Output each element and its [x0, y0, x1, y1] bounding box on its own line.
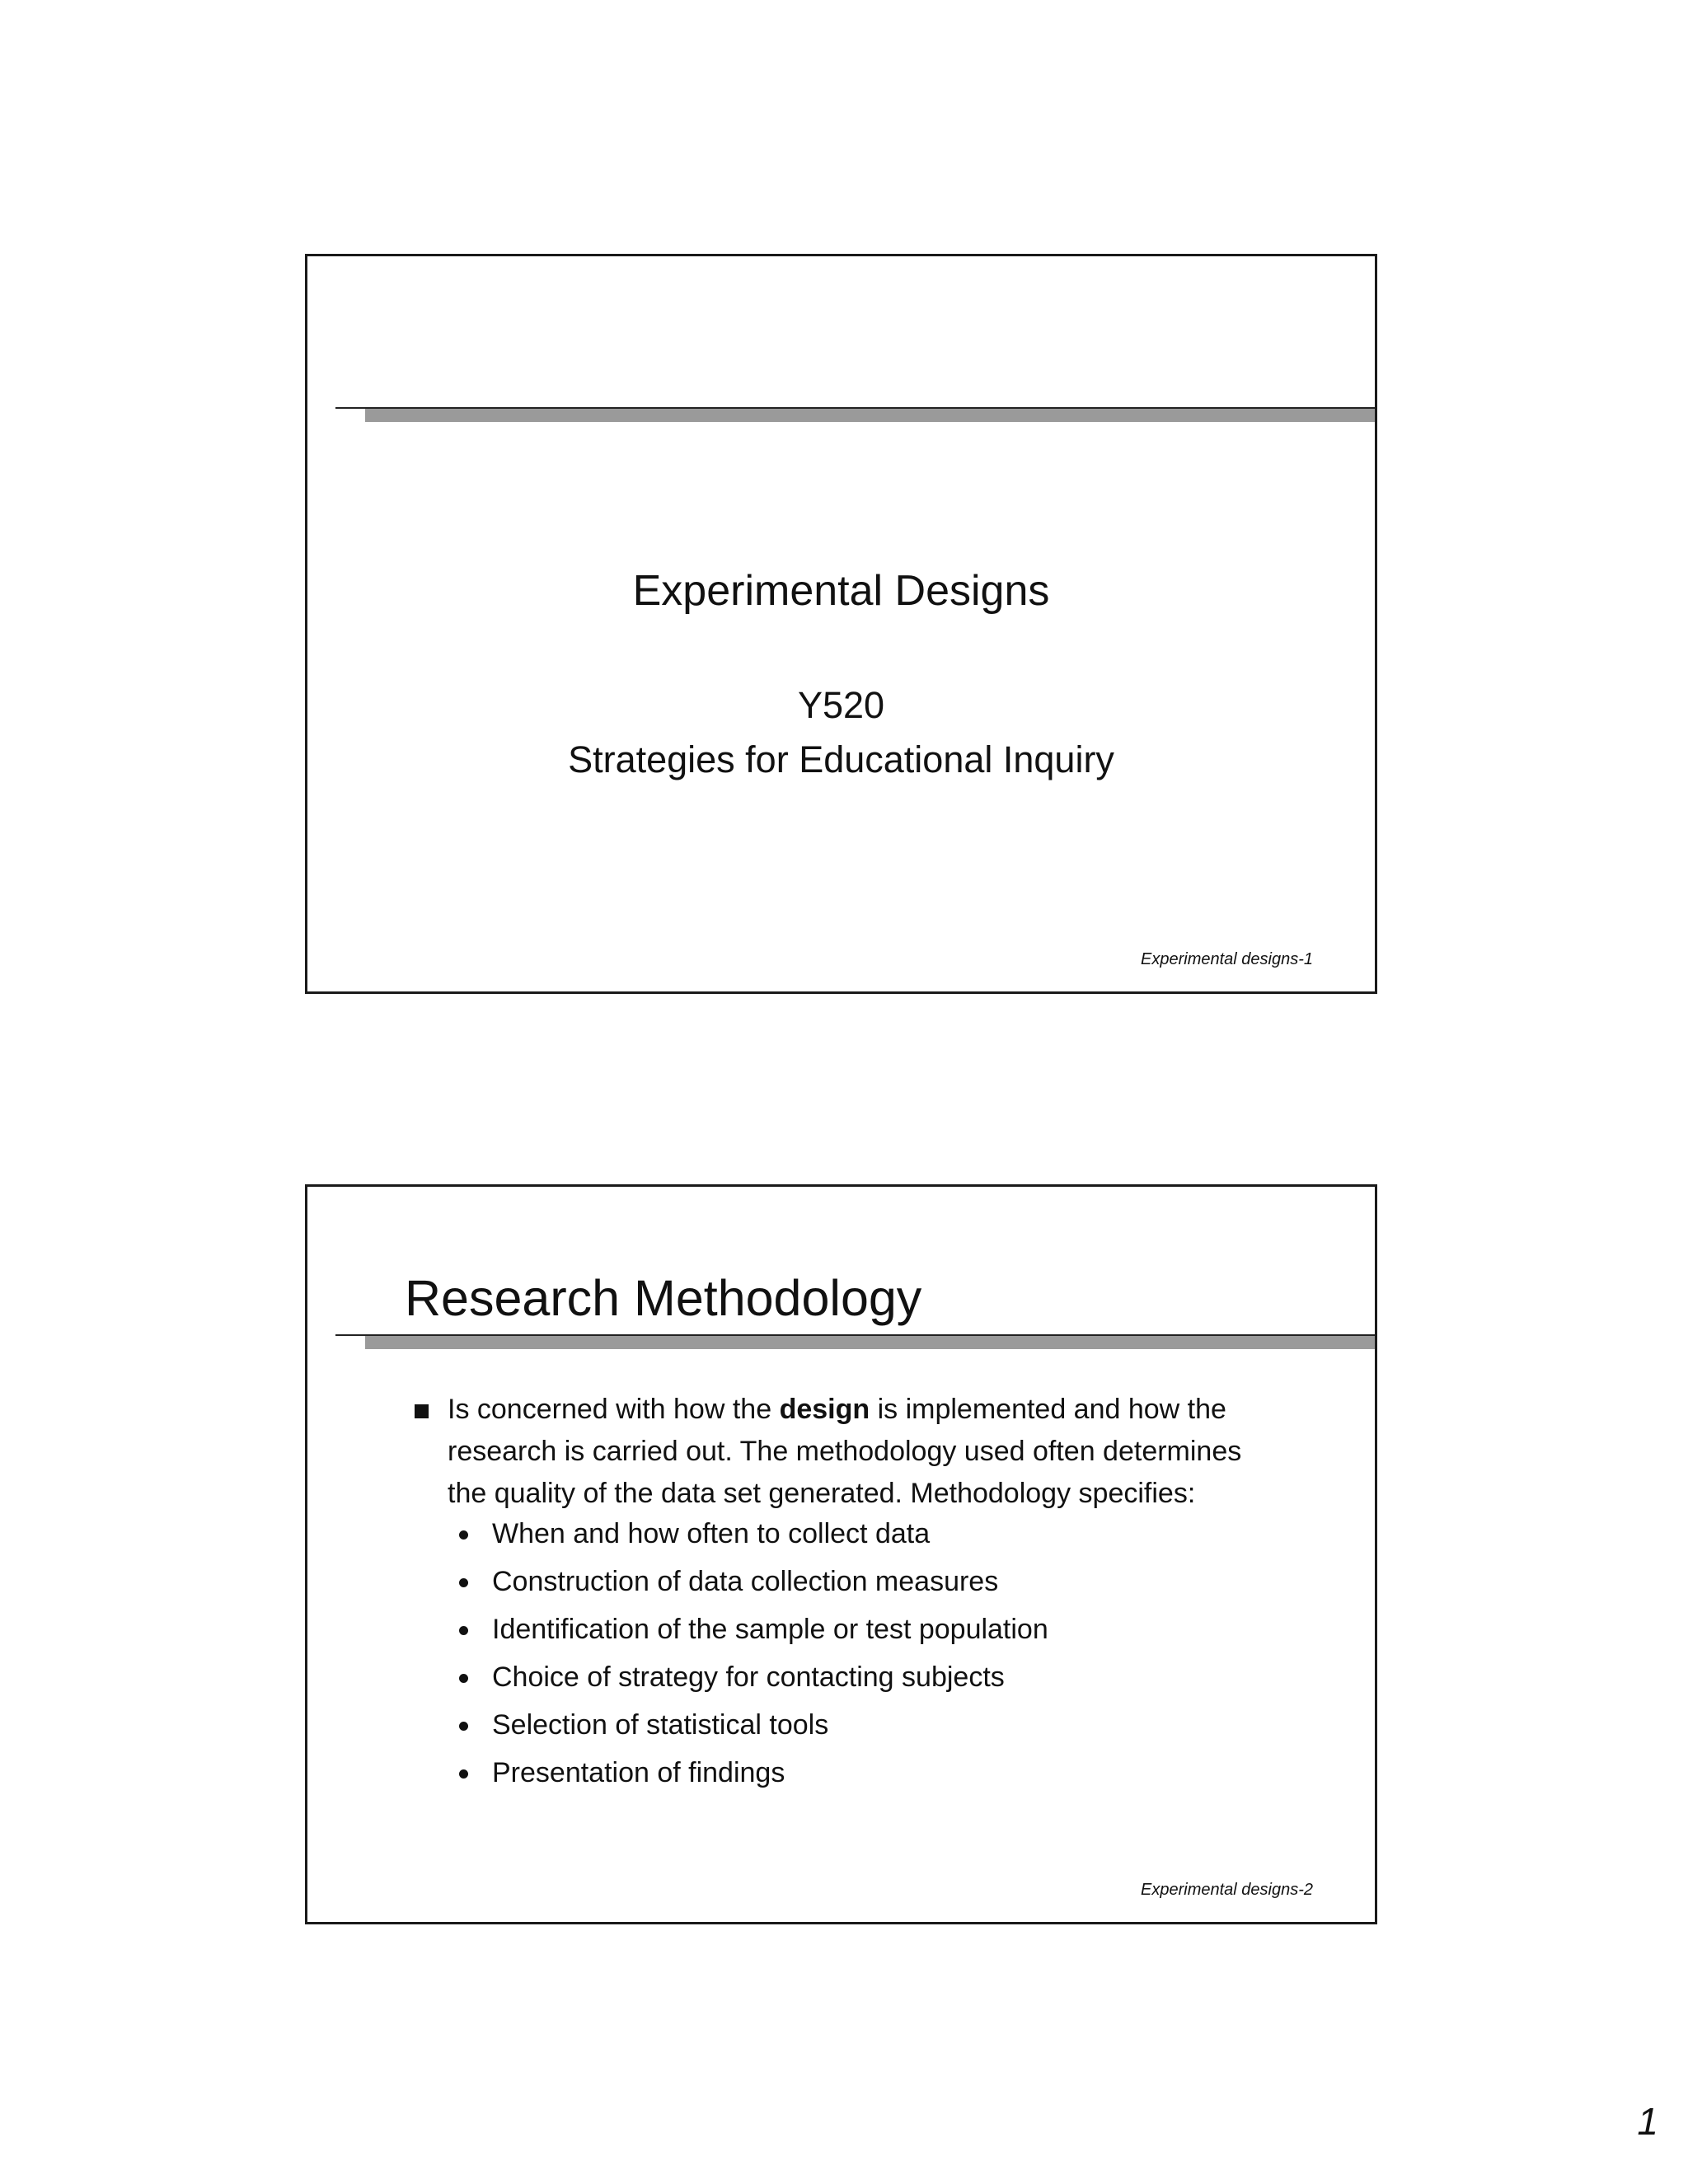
list-item	[448, 1605, 1048, 1653]
slide-title: Experimental Designs	[632, 567, 1050, 615]
methodology-list	[448, 1510, 1048, 1797]
slide-heading: Research Methodology	[405, 1270, 922, 1326]
list-item	[448, 1701, 1048, 1749]
bullet-dot-icon	[459, 1578, 468, 1587]
bullet-dot-icon	[459, 1722, 468, 1731]
square-bullet-icon	[415, 1404, 429, 1418]
slide-footer: Experimental designs-2	[1141, 1881, 1313, 1899]
list-item-text: Choice of strategy for contacting subjects	[492, 1661, 1005, 1693]
bullet-text-start: Is concerned with how the	[448, 1394, 780, 1425]
list-item	[448, 1558, 1048, 1605]
bullet-dot-icon	[459, 1769, 468, 1779]
bullet-dot-icon	[459, 1626, 468, 1635]
list-item-text: Selection of statistical tools	[492, 1709, 829, 1741]
course-name: Strategies for Educational Inquiry	[568, 738, 1114, 780]
bullet-bold-term: design	[779, 1394, 870, 1425]
main-bullet	[448, 1389, 1272, 1515]
heading-rule-bar	[365, 1336, 1375, 1349]
bullet-dot-icon	[459, 1530, 468, 1540]
title-rule-bar	[365, 409, 1375, 422]
page-number: 1	[1637, 2100, 1658, 2143]
list-item	[448, 1653, 1048, 1701]
list-item	[448, 1749, 1048, 1797]
slide-1	[305, 254, 1377, 994]
course-code: Y520	[797, 684, 885, 726]
list-item-text: Presentation of findings	[492, 1757, 785, 1788]
list-item	[448, 1510, 1048, 1558]
list-item-text: Construction of data collection measures	[492, 1566, 999, 1597]
bullet-text-end: is implemented and how the research is carried out. The methodology used often determines the quality of the data set generated. Methodology specifies:	[448, 1394, 1242, 1509]
list-item-text: Identification of the sample or test population	[492, 1614, 1048, 1645]
slide-footer: Experimental designs-1	[1141, 950, 1313, 968]
slide-2	[305, 1184, 1377, 1924]
list-item-text: When and how often to collect data	[492, 1518, 931, 1549]
bullet-dot-icon	[459, 1674, 468, 1683]
